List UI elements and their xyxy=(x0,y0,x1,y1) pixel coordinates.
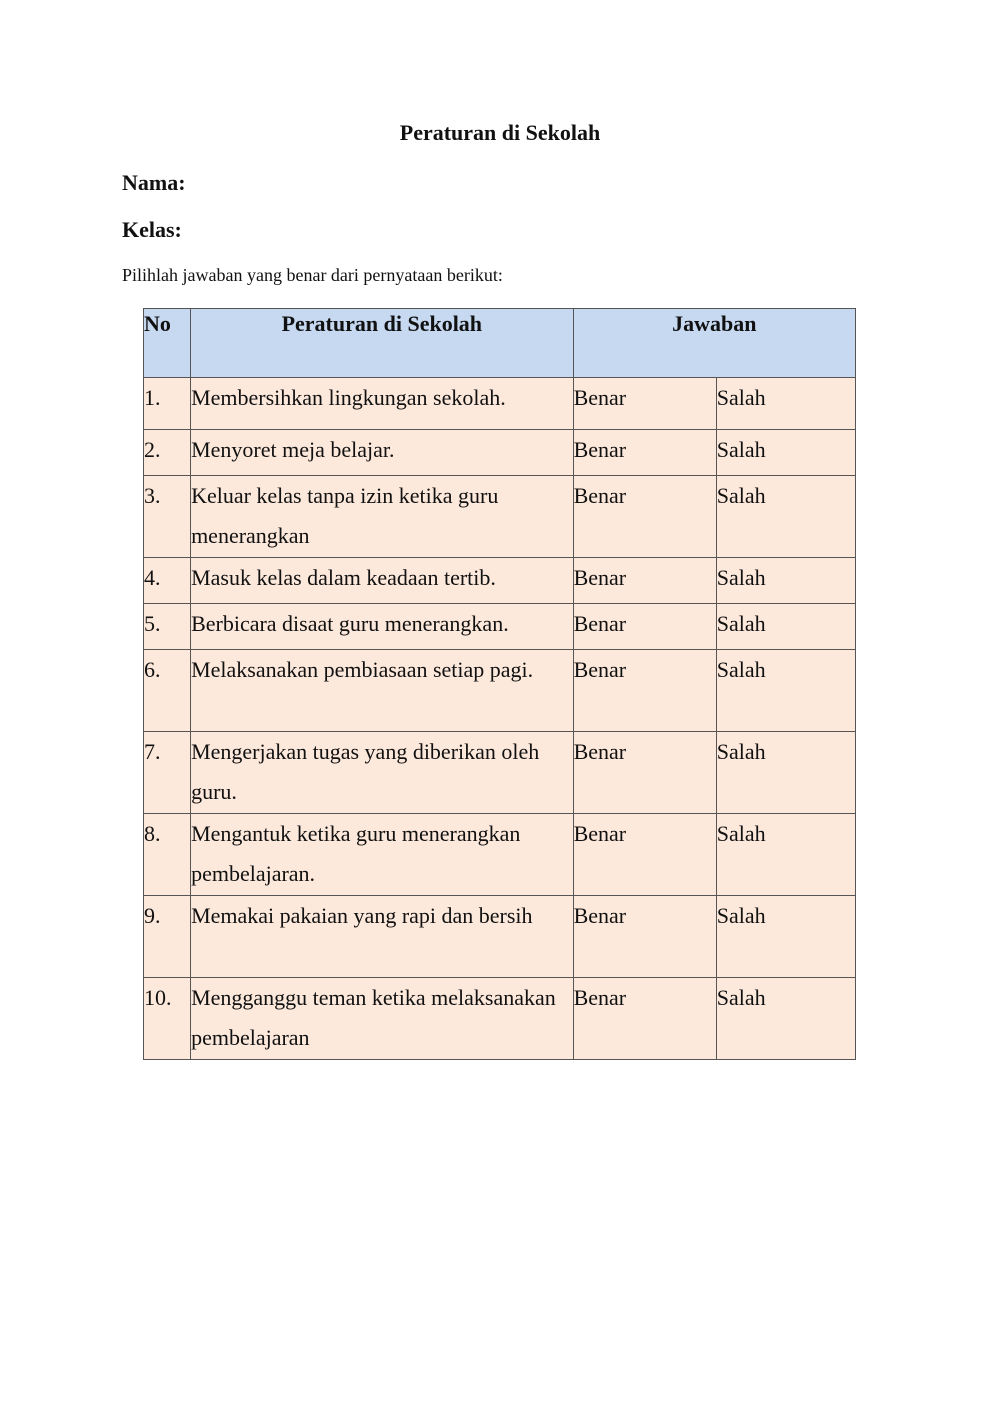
table-header-row xyxy=(144,309,856,378)
quiz-table xyxy=(143,308,856,1060)
rule-text: Berbicara disaat guru menerangkan. xyxy=(191,604,574,650)
table-row xyxy=(144,650,856,732)
option-salah[interactable]: Salah xyxy=(716,978,855,1060)
page-title: Peraturan di Sekolah xyxy=(399,120,601,145)
option-benar[interactable]: Benar xyxy=(573,604,716,650)
option-benar[interactable]: Benar xyxy=(573,896,716,978)
row-number: 9. xyxy=(144,896,191,978)
row-number: 4. xyxy=(144,558,191,604)
option-benar[interactable]: Benar xyxy=(573,476,716,558)
option-benar[interactable]: Benar xyxy=(573,558,716,604)
row-number: 1. xyxy=(144,378,191,430)
table-row xyxy=(144,476,856,558)
option-salah[interactable]: Salah xyxy=(716,430,855,476)
option-salah[interactable]: Salah xyxy=(716,604,855,650)
rule-text: Membersihkan lingkungan sekolah. xyxy=(191,378,574,430)
option-benar[interactable]: Benar xyxy=(573,650,716,732)
option-salah[interactable]: Salah xyxy=(716,558,855,604)
option-salah[interactable]: Salah xyxy=(716,896,855,978)
rule-text: Mengerjakan tugas yang diberikan oleh guru. xyxy=(191,732,574,814)
header-no: No xyxy=(144,309,191,378)
table-row xyxy=(144,558,856,604)
rule-text: Masuk kelas dalam keadaan tertib. xyxy=(191,558,574,604)
option-salah[interactable]: Salah xyxy=(716,732,855,814)
row-number: 5. xyxy=(144,604,191,650)
table-row xyxy=(144,732,856,814)
table-row xyxy=(144,430,856,476)
option-benar[interactable]: Benar xyxy=(573,378,716,430)
rule-text: Menyoret meja belajar. xyxy=(191,430,574,476)
header-answer: Jawaban xyxy=(573,309,855,378)
row-number: 3. xyxy=(144,476,191,558)
kelas-label: Kelas: xyxy=(122,217,182,242)
option-benar[interactable]: Benar xyxy=(573,430,716,476)
nama-label: Nama: xyxy=(122,170,186,195)
table-row xyxy=(144,604,856,650)
option-salah[interactable]: Salah xyxy=(716,814,855,896)
option-benar[interactable]: Benar xyxy=(573,814,716,896)
rule-text: Memakai pakaian yang rapi dan bersih xyxy=(191,896,574,978)
row-number: 8. xyxy=(144,814,191,896)
table-row xyxy=(144,814,856,896)
instruction-text: Pilihlah jawaban yang benar dari pernyataan berikut: xyxy=(122,265,503,285)
option-salah[interactable]: Salah xyxy=(716,378,855,430)
table-row xyxy=(144,978,856,1060)
header-rule: Peraturan di Sekolah xyxy=(191,309,574,378)
row-number: 2. xyxy=(144,430,191,476)
rule-text: Mengantuk ketika guru menerangkan pembelajaran. xyxy=(191,814,574,896)
row-number: 6. xyxy=(144,650,191,732)
row-number: 7. xyxy=(144,732,191,814)
rule-text: Mengganggu teman ketika melaksanakan pembelajaran xyxy=(191,978,574,1060)
option-salah[interactable]: Salah xyxy=(716,476,855,558)
rule-text: Keluar kelas tanpa izin ketika guru menerangkan xyxy=(191,476,574,558)
option-salah[interactable]: Salah xyxy=(716,650,855,732)
rule-text: Melaksanakan pembiasaan setiap pagi. xyxy=(191,650,574,732)
option-benar[interactable]: Benar xyxy=(573,732,716,814)
option-benar[interactable]: Benar xyxy=(573,978,716,1060)
row-number: 10. xyxy=(144,978,191,1060)
table-row xyxy=(144,896,856,978)
table-row xyxy=(144,378,856,430)
